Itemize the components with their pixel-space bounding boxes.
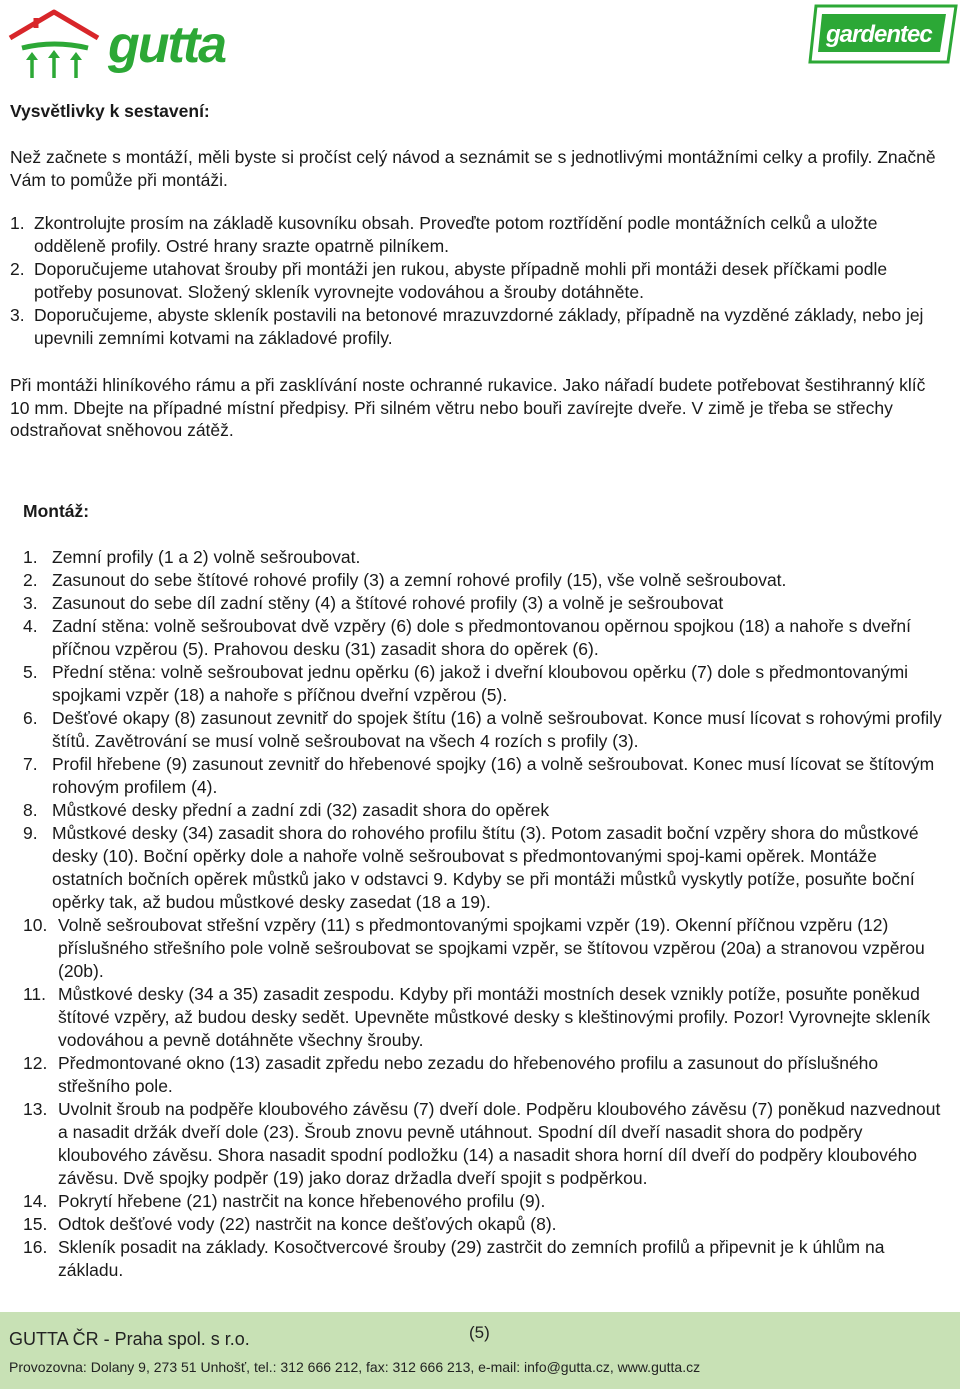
step-text: Volně sešroubovat střešní vzpěry (11) s předmontovanými spojkami vzpěr (19). Okenní příčnou vzpěru (12) příslušného střešního pole volně sešroubovat se spojkami vzpěr, se štítovou vzpěrou (20a) a stranovou vzpěrou (20b). xyxy=(58,915,925,981)
company-name: GUTTA ČR - Praha spol. s r.o. xyxy=(9,1329,250,1349)
step-text: Skleník posadit na základy. Kosočtvercové šrouby (29) zastrčit do zemních profilů a připevnit je k úhlům na základu. xyxy=(58,1237,885,1280)
item-number: 3. xyxy=(10,305,25,325)
item-text: Zkontrolujte prosím na základě kusovníku obsah. Proveďte potom roztřídění podle montážních celků a uložte odděleně profily. Ostré hrany srazte opatrně pilníkem. xyxy=(34,213,878,256)
step-text: Zasunout do sebe díl zadní stěny (4) a štítové rohové profily (3) a volně je sešroubovat xyxy=(52,593,724,613)
step-text: Pokrytí hřebene (21) nastrčit na konce hřebenového profilu (9). xyxy=(58,1191,546,1211)
step-item xyxy=(23,1098,948,1190)
step-item xyxy=(23,1190,948,1213)
step-number: 16. xyxy=(23,1237,48,1257)
step-item xyxy=(23,707,948,753)
step-item xyxy=(23,799,948,822)
gutta-wordmark: gutta xyxy=(108,16,226,74)
step-text: Můstkové desky přední a zadní zdi (32) zasadit shora do opěrek xyxy=(52,800,550,820)
step-item xyxy=(23,661,948,707)
step-number: 3. xyxy=(23,593,38,613)
step-item xyxy=(23,1236,948,1282)
gardentec-wordmark: gardentec xyxy=(826,21,932,48)
item-text: Doporučujeme utahovat šrouby při montáži jen rukou, abyste případně mohli při montáži desek příčkami podle potřeby posunovat. Složený skleník vyrovnejte vodováhou a šrouby dotáhněte. xyxy=(34,259,888,302)
step-number: 1. xyxy=(23,547,38,567)
step-item xyxy=(23,983,948,1052)
step-number: 5. xyxy=(23,662,38,682)
step-number: 9. xyxy=(23,823,38,843)
list-item xyxy=(10,212,945,258)
item-number: 2. xyxy=(10,259,25,279)
step-item xyxy=(23,546,948,569)
step-text: Zasunout do sebe štítové rohové profily (3) a zemní rohové profily (15), vše volně sešroubovat. xyxy=(52,570,787,590)
step-text: Dešťové okapy (8) zasunout zevnitř do spojek štítu (16) a volně sešroubovat. Konce musí lícovat s rohovými profily štítů. Zavětrování se musí volně sešroubovat na všech 4 rozích s profily (3). xyxy=(52,708,942,751)
page-number: (5) xyxy=(469,1323,490,1342)
item-number: 1. xyxy=(10,213,25,233)
step-text: Přední stěna: volně sešroubovat jednu opěrku (6) jakož i dveřní kloubovou opěrku (7) dole s předmontovanými spojkami vzpěr (18) a nahoře s příčnou dveřní vzpěrou (5). xyxy=(52,662,909,705)
step-text: Zadní stěna: volně sešroubovat dvě vzpěry (6) dole s předmontovanou opěrnou spojkou (18) a nahoře s dveřní příčnou vzpěrou (5). Prahovou desku (31) zasadit shora do opěrek (6). xyxy=(52,616,911,659)
step-number: 11. xyxy=(23,984,47,1004)
step-number: 13. xyxy=(23,1099,48,1119)
explanations-title: Vysvětlivky k sestavení: xyxy=(10,101,210,121)
step-item xyxy=(23,592,948,615)
company-address: Provozovna: Dolany 9, 273 51 Unhošť, tel.: 312 666 212, fax: 312 666 213, e-mail: info@gutta.cz, www.gutta.cz xyxy=(9,1359,701,1375)
step-text: Zemní profily (1 a 2) volně sešroubovat. xyxy=(52,547,361,567)
step-number: 2. xyxy=(23,570,38,590)
step-item xyxy=(23,569,948,592)
step-number: 7. xyxy=(23,754,38,774)
gardentec-logo xyxy=(808,2,958,66)
list-item xyxy=(10,258,945,304)
step-text: Můstkové desky (34 a 35) zasadit zespodu. Kdyby při montáži mostních desek vznikly potíže, posuňte poněkud štítové vzpěry, až budou desky sedět. Upevněte můstkové desky s kleštinovými profily. Pozor! Vyrovnejte skleník vodováhou a pevně dotáhněte všechny šrouby. xyxy=(58,984,931,1050)
assembly-title: Montáž: xyxy=(23,501,90,521)
step-item xyxy=(23,615,948,661)
assembly-steps xyxy=(23,546,948,1282)
list-item xyxy=(10,304,945,350)
step-item xyxy=(23,914,948,983)
item-text: Doporučujeme, abyste skleník postavili na betonové mrazuvzdorné základy, případně na vyzděné základy, nebo jej upevnili zemními kotvami na základové profily. xyxy=(34,305,924,348)
step-number: 10. xyxy=(23,915,48,935)
step-item xyxy=(23,1213,948,1236)
step-item xyxy=(23,1052,948,1098)
step-number: 8. xyxy=(23,800,38,820)
step-text: Odtok dešťové vody (22) nastrčit na konce dešťových okapů (8). xyxy=(58,1214,557,1234)
safety-paragraph: Při montáži hliníkového rámu a při zasklívání noste ochranné rukavice. Jako nářadí budete potřebovat šestihranný klíč 10 mm. Dbejte na případné místní předpisy. Při silném větru nebo bouři zavírejte dveře. V zimě je třeba se střechy odstraňovat sněhovou zátěž. xyxy=(10,375,926,440)
step-text: Můstkové desky (34) zasadit shora do rohového profilu štítu (3). Potom zasadit boční vzpěry shora do můstkové desky (10). Boční opěrky dole a nahoře volně sešroubovat s předmontovanými spoj-kami opěrek. Montáže ostatních bočních opěrek můstků jako v odstavci 9. Kdyby se při montáži můstků vyskytly potíže, posuňte boční opěrky tak, až budou můstkové desky zasedat (18 a 19). xyxy=(52,823,919,912)
step-number: 4. xyxy=(23,616,38,636)
step-number: 14. xyxy=(23,1191,48,1211)
step-text: Předmontované okno (13) zasadit zpředu nebo zezadu do hřebenového profilu a zasunout do příslušného střešního pole. xyxy=(58,1053,879,1096)
step-number: 6. xyxy=(23,708,38,728)
step-item xyxy=(23,822,948,914)
step-number: 12. xyxy=(23,1053,48,1073)
step-number: 15. xyxy=(23,1214,48,1234)
gutta-logo xyxy=(6,4,268,82)
step-item xyxy=(23,753,948,799)
explanations-list xyxy=(10,212,945,350)
step-text: Uvolnit šroub na podpěře kloubového závěsu (7) dveří dole. Podpěru kloubového závěsu (7) poněkud nazvednout a nasadit držák dveří dole (23). Šroub znovu pevně utáhnout. Spodní díl dveří nasadit shora do podpěry kloubového závěsu. Shora nasadit spodní podložku (14) a nasadit shora horní díl dveří do podpěry kloubového závěsu. Dvě spojky podpěr (19) jako doraz držadla dveří spojit s podpěrkou. xyxy=(58,1099,941,1188)
page-footer xyxy=(0,1312,960,1389)
step-text: Profil hřebene (9) zasunout zevnitř do hřebenové spojky (16) a volně sešroubovat. Konec musí lícovat se štítovým rohovým profilem (4). xyxy=(52,754,935,797)
intro-paragraph: Než začnete s montáží, měli byste si pročíst celý návod a seznámit se s jednotlivými montážními celky a profily. Značně Vám to pomůže při montáži. xyxy=(10,147,936,190)
house-arrows-icon xyxy=(10,12,98,78)
